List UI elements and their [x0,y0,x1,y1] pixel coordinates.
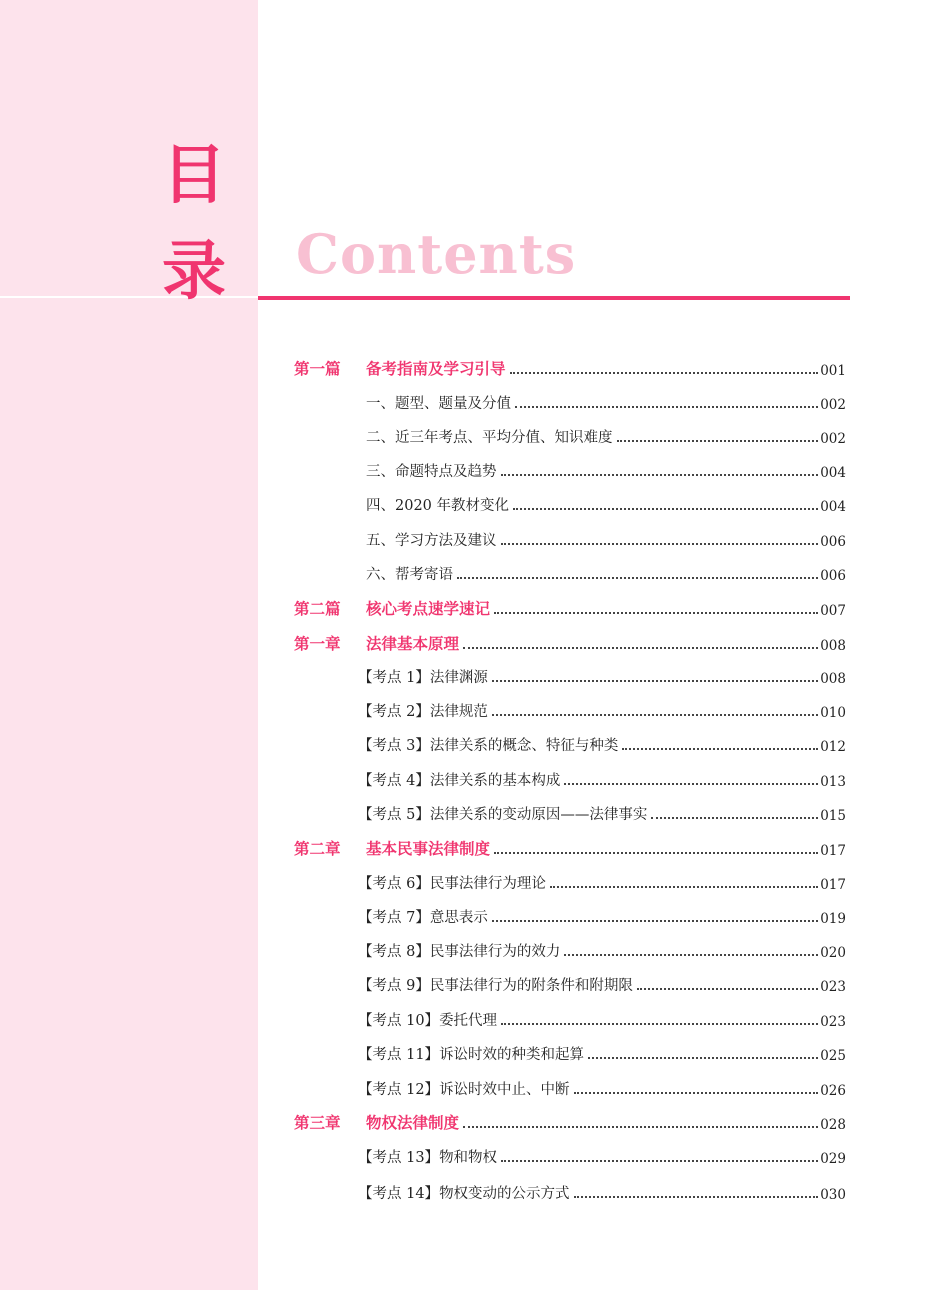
toc-entry-tag: 【考点 6】 [358,876,430,892]
toc-entry-part [294,595,846,619]
toc-entry-title: 物权变动的公示方式 [439,1186,570,1202]
toc-entry-prefix: 第三章 [294,1114,341,1132]
toc-entry-tag: 【考点 8】 [358,944,430,960]
dot-leader [501,1023,818,1025]
toc-entry-point [358,1179,846,1203]
toc-entry-page-number: 019 [820,911,846,927]
dot-leader [574,1092,819,1094]
toc-entry-label [358,940,560,961]
toc-entry-label [358,769,560,790]
toc-entry-title: 法律关系的变动原因——法律事实 [429,807,648,823]
dot-leader [637,988,818,990]
toc-entry-label [366,460,497,481]
toc-entry-section [366,423,846,447]
toc-entry-point [358,800,846,824]
toc-entry-section [366,526,846,550]
dot-leader [574,1196,819,1198]
toc-entry-title: 基本民事法律制度 [366,840,491,858]
toc-entry-page-number: 025 [820,1048,846,1064]
dot-leader [492,920,818,922]
toc-entry-point [358,1006,846,1030]
toc-entry-label [358,700,488,721]
toc-entry-section [366,491,846,515]
toc-entry-label [358,666,488,687]
toc-entry-page-number: 008 [820,638,846,654]
toc-entry-title: 意思表示 [429,910,488,926]
toc-entry-page-number: 028 [820,1117,846,1133]
contents-heading: Contents [296,222,577,286]
toc-entry-title: 民事法律行为的附条件和附期限 [429,978,633,994]
toc-entry-title: 物和物权 [439,1150,498,1166]
toc-entry-tag: 【考点 11】 [358,1047,440,1063]
toc-entry-label [366,392,511,413]
toc-entry-title: 诉讼时效的种类和起算 [439,1047,585,1063]
toc-entry-title: 法律关系的概念、特征与种类 [429,738,619,754]
toc-entry-label [294,597,490,619]
toc-entry-title: 民事法律行为的效力 [429,944,561,960]
dot-leader [564,954,818,956]
dot-leader [622,748,818,750]
toc-entry-chapter [294,1109,846,1133]
toc-entry-title: 五、学习方法及建议 [366,533,497,549]
toc-entry-point [358,1075,846,1099]
toc-entry-point [358,697,846,721]
toc-entry-label [358,906,488,927]
toc-entry-page-number: 004 [820,465,846,481]
toc-entry-label [366,529,497,550]
toc-entry-title: 法律基本原理 [366,635,460,653]
toc-entry-page-number: 008 [820,671,846,687]
toc-entry-prefix: 第一章 [294,635,341,653]
toc-entry-prefix: 第一篇 [294,360,341,378]
toc-entry-page-number: 023 [820,979,846,995]
toc-entry-point [358,937,846,961]
toc-entry-label [358,872,546,893]
toc-entry-page-number: 023 [820,1014,846,1030]
toc-entry-title: 委托代理 [439,1013,498,1029]
toc-entry-section [366,457,846,481]
dot-leader [501,1160,818,1162]
toc-entry-page-number: 013 [820,774,846,790]
toc-entry-title: 核心考点速学速记 [366,600,491,618]
toc-entry-page-number: 017 [820,877,846,893]
dot-leader [492,680,818,682]
toc-entry-tag: 【考点 14】 [358,1186,440,1202]
toc-entry-page-number: 030 [820,1187,846,1203]
toc-entry-point [358,1143,846,1167]
toc-entry-tag: 【考点 10】 [358,1013,440,1029]
toc-entry-point [358,766,846,790]
toc-entry-label [294,837,490,859]
toc-entry-chapter [294,835,846,859]
dot-leader [550,886,818,888]
dot-leader [651,817,818,819]
toc-entry-label [294,1111,459,1133]
toc-entry-title: 三、命题特点及趋势 [366,464,497,480]
toc-entry-prefix: 第二章 [294,840,341,858]
title-char-1: 目 [162,139,226,213]
dot-leader [513,508,818,510]
toc-entry-tag: 【考点 7】 [358,910,430,926]
toc-entry-label [358,1146,497,1167]
toc-entry-title: 备考指南及学习引导 [366,360,506,378]
dot-leader [564,783,818,785]
toc-entry-page-number: 017 [820,843,846,859]
toc-entry-tag: 【考点 3】 [358,738,430,754]
toc-entry-label [366,494,509,515]
toc-entry-label [294,632,459,654]
dot-leader [494,612,818,614]
toc-entry-title: 一、题型、题量及分值 [366,396,511,412]
toc-entry-page-number: 002 [820,397,846,413]
dot-leader [501,543,819,545]
dot-leader [494,852,818,854]
dot-leader [510,372,819,374]
toc-entry-title: 二、近三年考点、平均分值、知识难度 [366,430,613,446]
toc-entry-tag: 【考点 9】 [358,978,430,994]
dot-leader [492,714,818,716]
dot-leader [501,474,819,476]
toc-entry-page-number: 029 [820,1151,846,1167]
toc-entry-title: 诉讼时效中止、中断 [439,1082,570,1098]
toc-entry-title: 法律关系的基本构成 [429,773,561,789]
title-char-2: 录 [162,235,226,309]
toc-entry-label [366,563,453,584]
page-title [162,128,232,320]
toc-entry-page-number: 006 [820,568,846,584]
header-rule [258,296,850,300]
toc-entry-label [358,734,618,755]
dot-leader [515,406,818,408]
toc-entry-label [294,357,506,379]
toc-entry-page-number: 002 [820,431,846,447]
toc-entry-page-number: 004 [820,499,846,515]
dot-leader [463,1126,818,1128]
toc-entry-point [358,869,846,893]
toc-entry-point [358,663,846,687]
toc-entry-page-number: 012 [820,739,846,755]
toc-entry-title: 物权法律制度 [366,1114,460,1132]
toc-entry-section [366,560,846,584]
toc-entry-page-number: 007 [820,603,846,619]
toc-entry-label [358,974,633,995]
toc-entry-page-number: 015 [820,808,846,824]
toc-entry-point [358,731,846,755]
toc-entry-prefix: 第二篇 [294,600,341,618]
dot-leader [463,647,818,649]
dot-leader [588,1057,818,1059]
toc-entry-label [358,1078,570,1099]
toc-entry-tag: 【考点 2】 [358,704,430,720]
toc-entry-title: 四、2020 年教材变化 [366,498,510,514]
toc-entry-point [358,903,846,927]
toc-entry-point [358,1040,846,1064]
toc-entry-title: 六、帮考寄语 [366,567,453,583]
toc-entry-tag: 【考点 1】 [358,670,430,686]
toc-entry-label [358,1043,584,1064]
toc-entry-page-number: 010 [820,705,846,721]
toc-entry-page-number: 006 [820,534,846,550]
toc-entry-tag: 【考点 5】 [358,807,430,823]
toc-entry-chapter [294,630,846,654]
toc-entry-title: 法律规范 [429,704,488,720]
toc-entry-title: 法律渊源 [429,670,488,686]
toc-entry-point [358,971,846,995]
toc-entry-section [366,389,846,413]
toc-entry-label [358,1182,570,1203]
toc-entry-page-number: 020 [820,945,846,961]
toc-entry-page-number: 026 [820,1083,846,1099]
dot-leader [457,577,818,579]
toc-entry-label [358,803,647,824]
toc-entry-label [358,1009,497,1030]
toc-entry-tag: 【考点 12】 [358,1082,440,1098]
toc-entry-page-number: 001 [820,363,846,379]
dot-leader [617,440,819,442]
toc-entry-tag: 【考点 4】 [358,773,430,789]
toc-entry-label [366,426,613,447]
toc-entry-title: 民事法律行为理论 [429,876,546,892]
toc-entry-tag: 【考点 13】 [358,1150,440,1166]
toc-entry-part [294,355,846,379]
